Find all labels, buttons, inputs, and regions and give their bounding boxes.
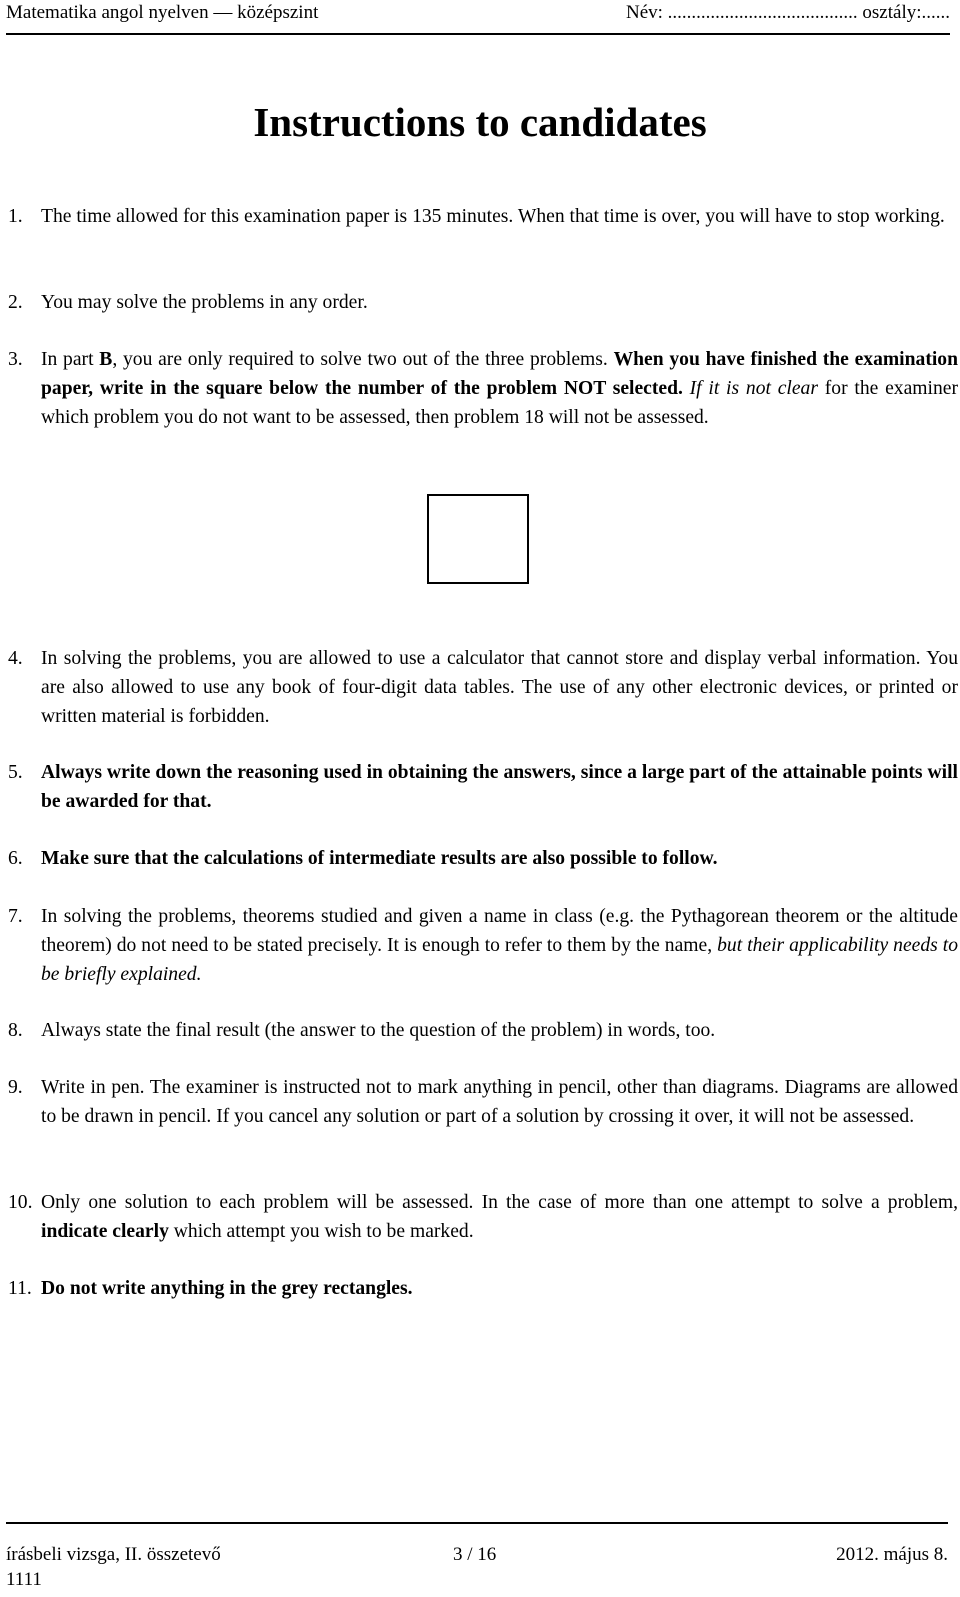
item-text (41, 288, 958, 317)
text-run: , you are only required to solve two out of the three problems. (112, 349, 614, 370)
item-text (41, 1188, 958, 1246)
item-text (41, 758, 958, 816)
footer-exam-part: írásbeli vizsga, II. összetevő (6, 1544, 221, 1565)
text-run: The time allowed for this examination paper is 135 minutes. When that time is over, you will have to stop working. (41, 206, 945, 227)
bold-text: Do not write anything in the grey rectangles. (41, 1278, 413, 1299)
bold-text: B (99, 349, 113, 370)
item-number: 6. (8, 848, 23, 869)
item-number: 11. (8, 1278, 32, 1299)
item-text (41, 1073, 958, 1131)
footer-page-number: 3 / 16 (453, 1544, 497, 1565)
item-number: 3. (8, 349, 23, 370)
instruction-9 (8, 1073, 958, 1131)
text-run: You may solve the problems in any order. (41, 292, 368, 313)
page-title: Instructions to candidates (253, 99, 707, 145)
instruction-10 (8, 1188, 958, 1246)
bold-text: indicate clearly (41, 1221, 169, 1242)
instruction-11 (8, 1274, 958, 1303)
item-text (41, 1016, 958, 1045)
italic-text: but their applicability needs to be briefly explained. (41, 935, 958, 985)
instruction-2 (8, 288, 958, 317)
item-number: 5. (8, 762, 23, 783)
item-text (41, 345, 958, 432)
page-footer (6, 1522, 948, 1592)
bold-text: Always write down the reasoning used in obtaining the answers, since a large part of the attainable points will be awarded for that. (41, 762, 958, 812)
item-text (41, 902, 958, 989)
item-number: 8. (8, 1020, 23, 1041)
bold-text: When you have finished the examination paper, write in the square below the number of the problem NOT selected. (41, 349, 958, 399)
instruction-1 (8, 202, 958, 231)
item-text (41, 1274, 958, 1303)
item-number: 7. (8, 906, 23, 927)
text-run: In part (41, 349, 100, 370)
instruction-6 (8, 844, 958, 873)
item-text (41, 202, 958, 231)
excluded-problem-number-box[interactable] (427, 494, 529, 584)
instruction-4 (8, 644, 958, 731)
item-number: 9. (8, 1077, 23, 1098)
footer-code: 1111 (6, 1569, 42, 1590)
text-run: Write in pen. The examiner is instructed not to mark anything in pencil, other than diagrams. Diagrams are allowed to be drawn in pencil. If you cancel any solution or part of a solution by crossing it over, it will not be assessed. (41, 1077, 958, 1127)
text-run: Always state the final result (the answer to the question of the problem) in words, too. (41, 1020, 716, 1041)
italic-text: If it is not clear (689, 378, 818, 399)
text-run: In solving the problems, theorems studied and given a name in class (e.g. the Pythagorean theorem or the altitude theorem) do not need to be stated precisely. It is enough to refer to them by the name, (41, 906, 958, 956)
page-header (6, 0, 950, 30)
text-run (683, 378, 690, 399)
item-number: 10. (8, 1192, 33, 1213)
footer-rule (6, 1522, 948, 1524)
item-number: 1. (8, 206, 23, 227)
text-run: In solving the problems, you are allowed to use a calculator that cannot store and display verbal information. You are also allowed to use any book of four-digit data tables. The use of any other electronic devices, or printed or written material is forbidden. (41, 648, 958, 727)
item-number: 2. (8, 292, 23, 313)
item-number: 4. (8, 648, 23, 669)
bold-text: Make sure that the calculations of intermediate results are also possible to follow. (41, 848, 718, 869)
instruction-8 (8, 1016, 958, 1045)
header-subject: Matematika angol nyelven — középszint (6, 2, 319, 23)
instruction-7 (8, 902, 958, 989)
instruction-5 (8, 758, 958, 816)
item-text (41, 644, 958, 731)
text-run: for the examiner which problem you do not want to be assessed, then problem 18 will not be assessed. (41, 378, 958, 428)
item-text (41, 844, 958, 873)
header-name-class-field: Név: ........................................ osztály:...... (625, 2, 950, 23)
header-rule (6, 33, 950, 35)
instruction-3 (8, 345, 958, 432)
text-run: Only one solution to each problem will be assessed. In the case of more than one attempt to solve a problem, (41, 1192, 958, 1213)
text-run: which attempt you wish to be marked. (168, 1221, 474, 1242)
footer-date: 2012. május 8. (836, 1544, 948, 1565)
